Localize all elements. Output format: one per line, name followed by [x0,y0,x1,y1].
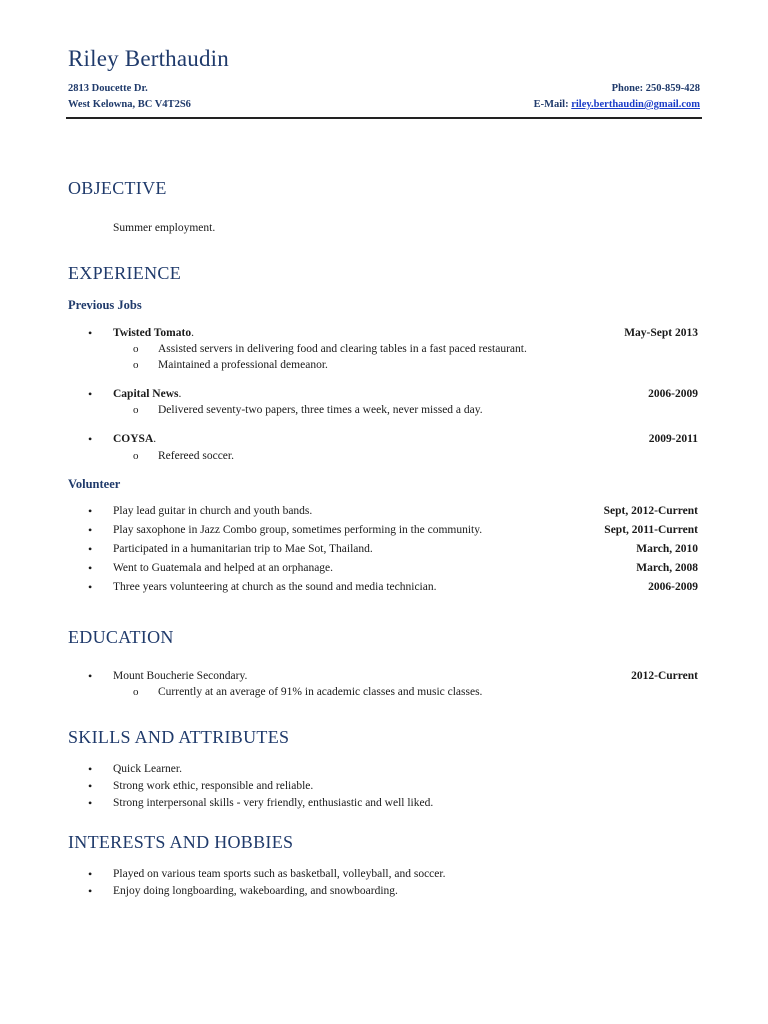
bullet-icon: • [88,542,93,556]
skills-heading: SKILLS AND ATTRIBUTES [68,727,290,747]
email-link[interactable]: riley.berthaudin@gmail.com [571,99,700,110]
volunteer-item: • Three years volunteering at church as the sound and media technician. 2006-2009 [88,580,698,594]
header-divider [66,117,702,119]
volunteer-item: • Play lead guitar in church and youth bands. Sept, 2012-Current [88,504,698,518]
bullet-icon: • [88,326,93,340]
bullet-icon: • [88,796,93,810]
bullet-icon: • [88,432,93,446]
bullet-icon: • [88,504,93,518]
bullet-icon: • [88,867,93,881]
interests-heading: INTERESTS AND HOBBIES [68,832,294,852]
experience-heading: EXPERIENCE [68,263,181,283]
job-title: Capital News [113,388,179,400]
education-date: 2012-Current [631,670,698,682]
job-item: • COYSA. 2009-2011 [88,432,698,446]
bullet-icon: • [88,387,93,401]
applicant-name: Riley Berthaudin [68,46,229,71]
address-line-1: 2813 Doucette Dr. [68,83,148,94]
skill-item: • Strong interpersonal skills - very friendly, enthusiastic and well liked. [88,796,434,810]
bullet-icon: • [88,523,93,537]
previous-jobs-heading: Previous Jobs [68,298,142,312]
address-block [68,81,191,113]
sub-bullet-icon: o [133,359,139,371]
job-item: • Capital News. 2006-2009 [88,387,698,401]
bullet-icon: • [88,561,93,575]
skill-item: • Quick Learner. [88,762,182,776]
sub-bullet-icon: o [133,686,139,698]
interest-item: • Enjoy doing longboarding, wakeboarding, and snowboarding. [88,884,398,898]
contact-block [534,81,700,113]
job-title: Twisted Tomato [113,327,192,339]
job-date: May-Sept 2013 [624,327,698,339]
address-line-2: West Kelowna, BC V4T2S6 [68,99,191,110]
sub-bullet-icon: o [133,343,139,355]
job-item: • Twisted Tomato. May-Sept 2013 [88,326,698,340]
education-item [88,668,698,684]
objective-heading: OBJECTIVE [68,178,167,198]
sub-bullet-icon: o [133,404,139,416]
bullet-icon: • [88,779,93,793]
job-date: 2009-2011 [648,433,698,445]
interest-item: • Played on various team sports such as basketball, volleyball, and soccer. [88,867,446,881]
bullet-icon: • [88,762,93,776]
bullet-icon: • [88,884,93,898]
job-date: 2006-2009 [648,388,698,400]
objective-text: Summer employment. [113,222,216,234]
skill-item: • Strong work ethic, responsible and reliable. [88,779,314,793]
bullet-icon: • [88,580,93,594]
volunteer-item: • Participated in a humanitarian trip to Mae Sot, Thailand. March, 2010 [88,542,698,556]
sub-bullet-icon: o [133,450,139,462]
email-label: E-Mail: [533,99,572,110]
education-heading: EDUCATION [68,627,174,647]
email-line [534,97,700,113]
bullet-icon: • [88,669,93,683]
resume-page: Riley Berthaudin 2813 Doucette Dr. West Kelowna, BC V4T2S6 Phone: 250-859-428 E-Mail: riley.berthaudin@gmail.com OBJECTIVE Summer employment. EXPERIENCE Previous Jobs • Twisted Tomato. May-Sept 2013 o Assisted servers in delivering food and clearing tables in a fast paced restaurant. o Maintained a professional demeanor. • Capital News. 2006-2009 o Delivered seventy-two papers, three times a week, never missed a day. • COYSA. 2009-2011 o Refereed soccer. Volunteer • Play lead guitar in church and youth bands. Sept, 2012-Current • Play saxophone in Jazz Combo group, sometimes performing in the community. Sept, 2011-Current • Participated in a humanitarian trip to Mae Sot, Thailand. March, 2010 • Went to Guatemala and helped at an orphanage. March, 2008 • Three years volunteering at church as the sound and media technician. 2006-2009 EDUCATION • Mount Boucherie Secondary. 2012-Current o Currently at an average of 91% in academic classes and music classes. SKILLS AND ATTRIBUTES • Quick Learner. • Strong work ethic, responsible and reliable. • Strong interpersonal skills - very friendly, enthusiastic and well liked. INTERESTS AND HOBBIES • Played on various team sports such as basketball, volleyball, and soccer. • Enjoy doing longboarding, wakeboarding, and snowboarding. [68,46,700,898]
phone-number: Phone: 250-859-428 [611,83,700,94]
volunteer-heading: Volunteer [68,477,121,491]
job-title: COYSA [113,433,154,445]
volunteer-item: • Went to Guatemala and helped at an orphanage. March, 2008 [88,561,698,575]
volunteer-item: • Play saxophone in Jazz Combo group, sometimes performing in the community. Sept, 2011-Current [88,523,698,537]
school-name: Mount Boucherie Secondary. [113,670,248,682]
